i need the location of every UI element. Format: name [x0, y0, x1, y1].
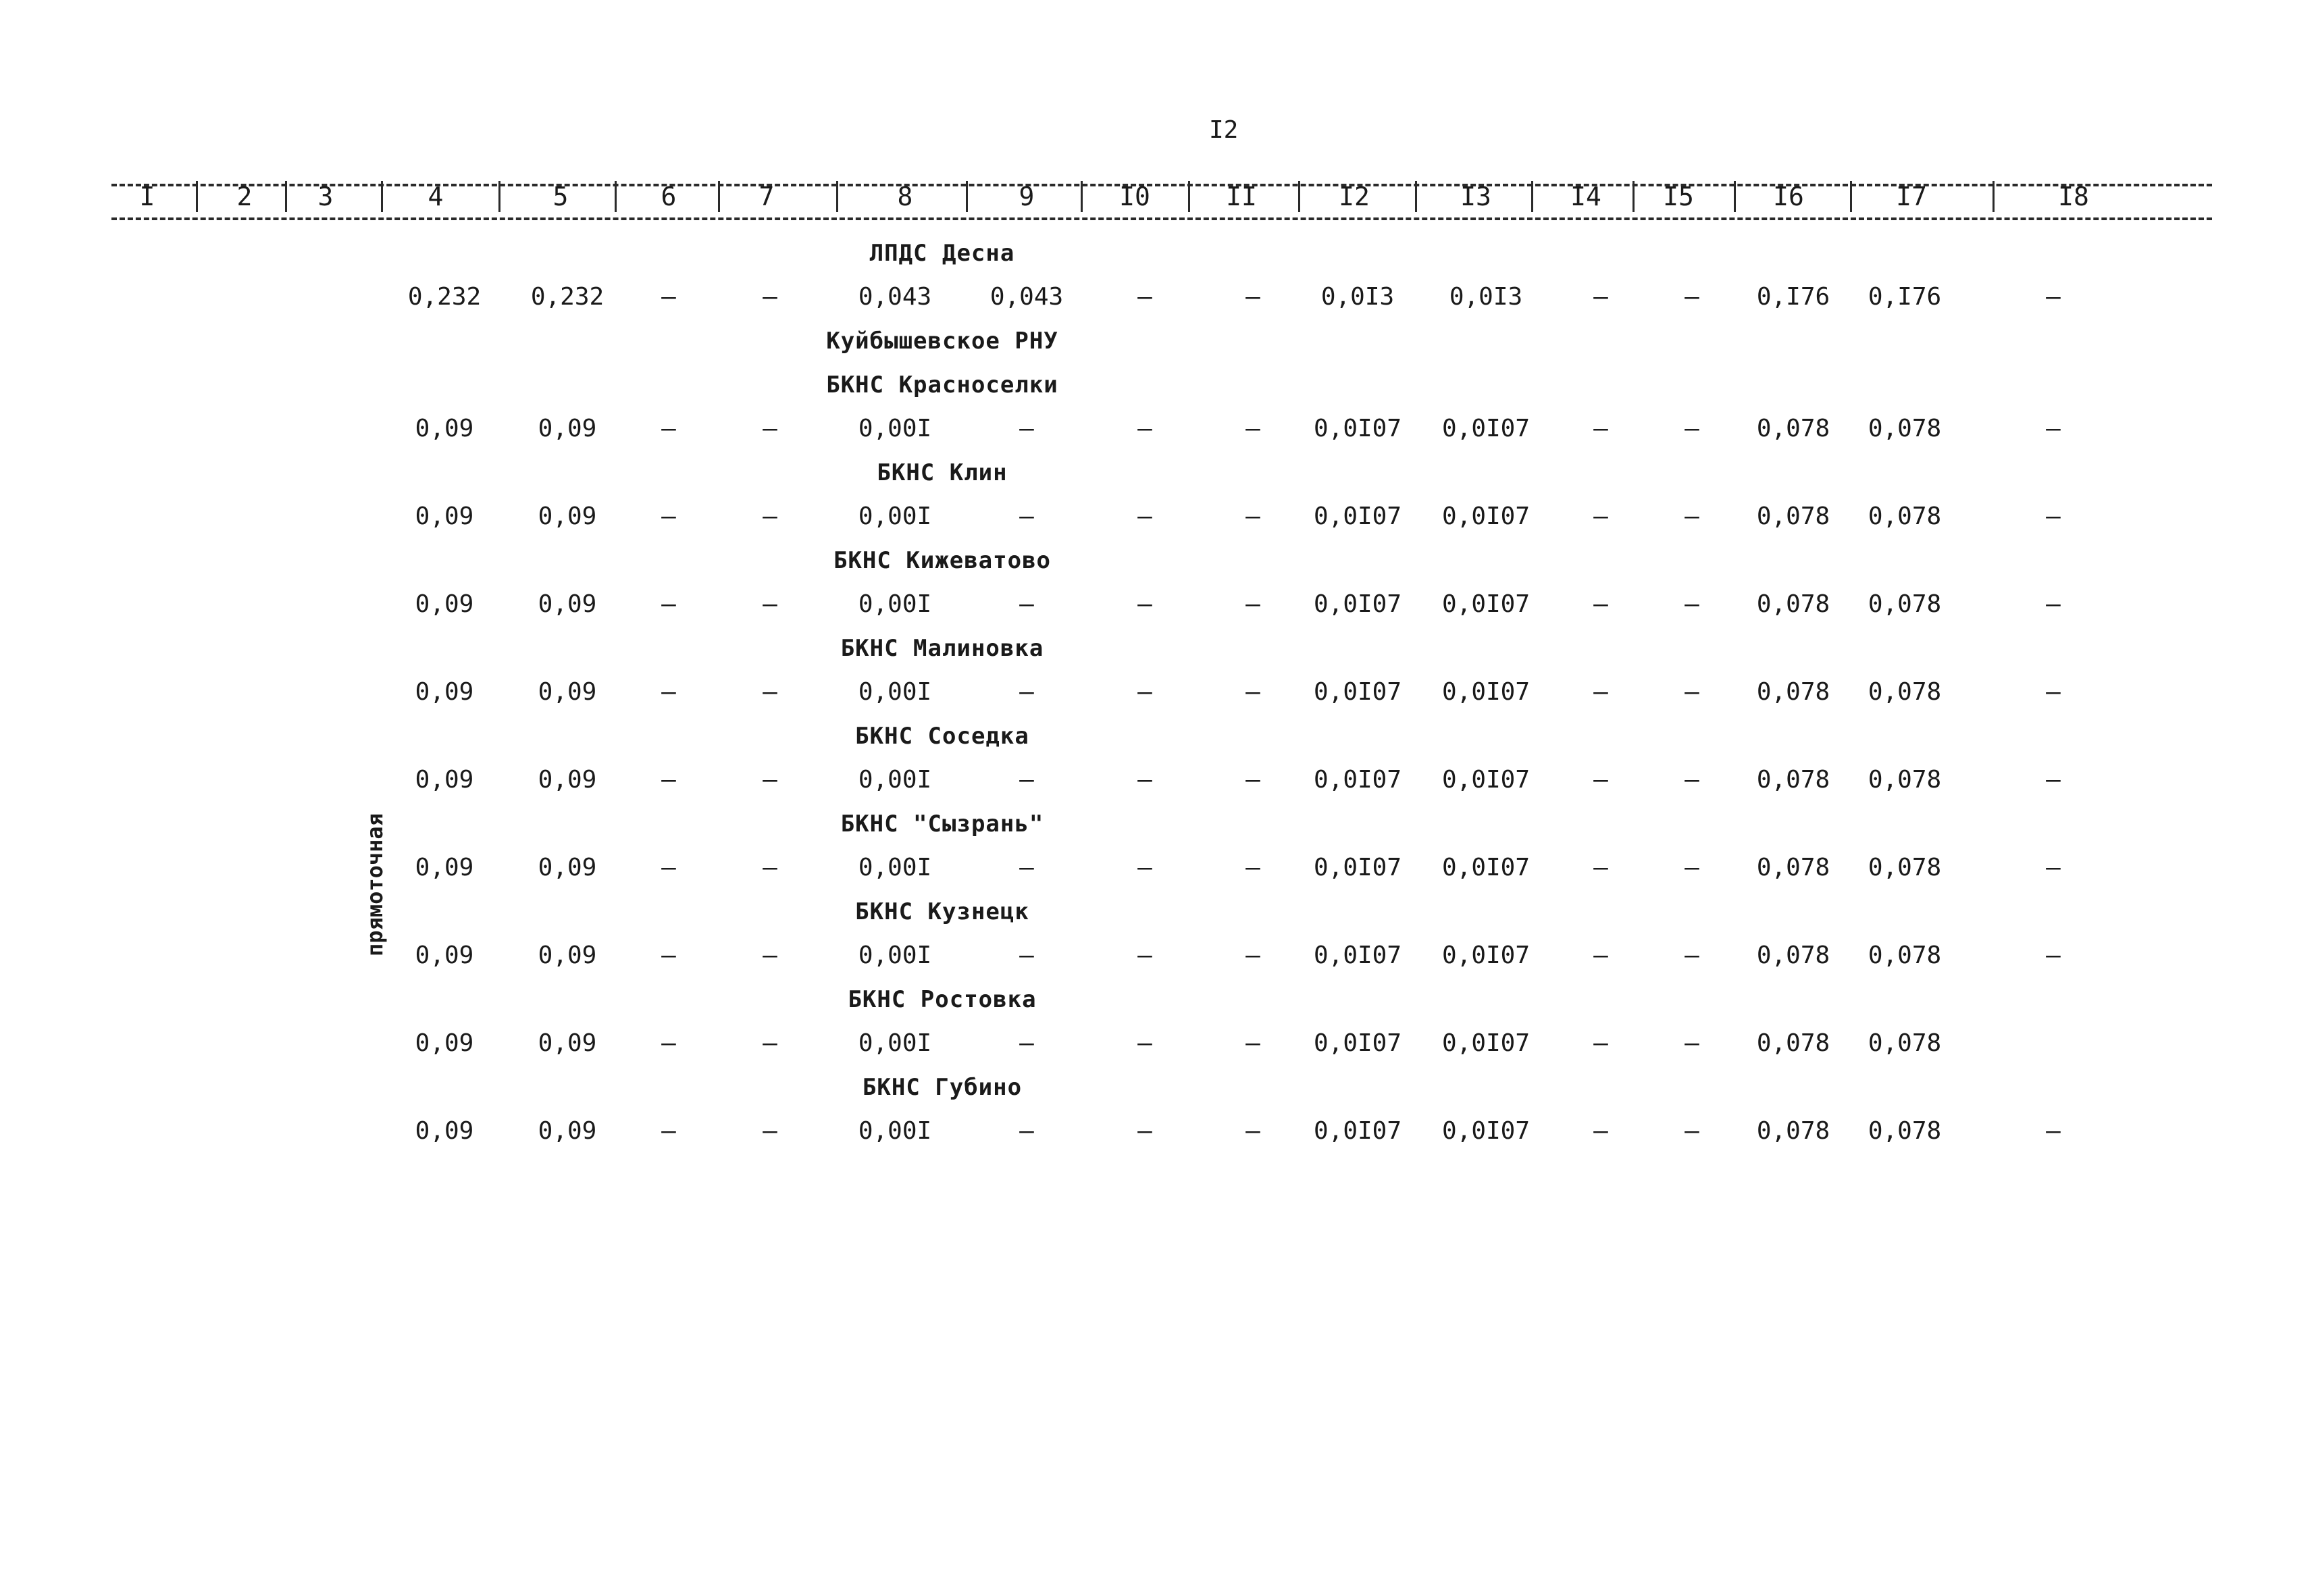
column-header: I6	[1773, 182, 1804, 211]
column-separator	[1188, 181, 1190, 212]
table-cell: –	[763, 766, 777, 794]
table-cell: –	[1593, 942, 1608, 969]
table-cell: –	[1245, 415, 1260, 442]
table-cell: 0,09	[538, 942, 597, 969]
table-cell: –	[1685, 415, 1699, 442]
table-cell: –	[1685, 942, 1699, 969]
table-cell: 0,09	[415, 766, 474, 794]
table-cell: –	[763, 283, 777, 311]
table-cell: 0,09	[415, 415, 474, 442]
table-cell: –	[661, 415, 676, 442]
table-cell: –	[2046, 678, 2061, 706]
table-cell: –	[763, 1029, 777, 1057]
table-cell: –	[1245, 942, 1260, 969]
table-cell: 0,0I07	[1313, 415, 1402, 442]
table-cell: 0,09	[538, 590, 597, 618]
column-separator	[1734, 181, 1736, 212]
table-cell: –	[1685, 590, 1699, 618]
column-header: I4	[1570, 182, 1601, 211]
table-cell: –	[1593, 1117, 1608, 1145]
table-cell: 0,078	[1868, 503, 1942, 530]
table-cell: 0,09	[538, 678, 597, 706]
table-cell: 0,0I07	[1313, 1029, 1402, 1057]
table-cell: 0,0I07	[1313, 503, 1402, 530]
table-cell: 0,09	[538, 766, 597, 794]
table-cell: 0,09	[415, 854, 474, 881]
section-caption: БКНС Кижеватово	[833, 547, 1052, 574]
table-cell: 0,09	[538, 503, 597, 530]
column-header: 9	[1019, 182, 1035, 211]
table-cell: 0,0I07	[1441, 503, 1531, 530]
table-cell: –	[2046, 283, 2061, 311]
table-cell: –	[661, 283, 676, 311]
table-cell: –	[2046, 766, 2061, 794]
column-header: I3	[1460, 182, 1491, 211]
column-header: II	[1226, 182, 1257, 211]
column-header: I2	[1339, 182, 1370, 211]
table-cell: 0,078	[1756, 415, 1830, 442]
table-cell: –	[1685, 1117, 1699, 1145]
table-cell: 0,232	[530, 283, 605, 311]
section-caption: БКНС "Сызрань"	[840, 810, 1044, 838]
table-cell: 0,00I	[858, 415, 932, 442]
section-caption: БКНС Красноселки	[826, 371, 1058, 398]
table-cell: 0,0I07	[1313, 766, 1402, 794]
table-cell: 0,00I	[858, 1029, 932, 1057]
table-cell: –	[2046, 942, 2061, 969]
table-cell: 0,09	[538, 415, 597, 442]
table-cell: 0,078	[1756, 678, 1830, 706]
table-cell: –	[2046, 590, 2061, 618]
table-cell: –	[1137, 590, 1152, 618]
table-cell: 0,078	[1756, 1117, 1830, 1145]
table-cell: –	[763, 503, 777, 530]
table-cell: 0,0I07	[1441, 766, 1531, 794]
column-separator	[196, 181, 198, 212]
section-caption: БКНС Соседка	[855, 723, 1029, 750]
table-cell: –	[763, 1117, 777, 1145]
table-cell: –	[1137, 942, 1152, 969]
table-cell: –	[1593, 415, 1608, 442]
table-cell: –	[1019, 590, 1034, 618]
table-cell: 0,078	[1756, 503, 1830, 530]
table-cell: 0,09	[538, 1029, 597, 1057]
column-header: I5	[1663, 182, 1694, 211]
table-cell: 0,0I07	[1441, 415, 1531, 442]
column-separator	[836, 181, 838, 212]
column-header: 5	[552, 182, 569, 211]
table-cell: –	[2046, 415, 2061, 442]
column-separator	[1415, 181, 1417, 212]
table-cell: 0,078	[1868, 415, 1942, 442]
column-separator	[1632, 181, 1635, 212]
table-cell: –	[1593, 283, 1608, 311]
column-separator	[718, 181, 720, 212]
table-cell: –	[1685, 766, 1699, 794]
table-cell: –	[1593, 503, 1608, 530]
table-cell: –	[661, 854, 676, 881]
page-number: I2	[1209, 116, 1239, 144]
table-cell: 0,09	[415, 942, 474, 969]
table-cell: –	[1245, 1117, 1260, 1145]
table-cell: –	[1245, 854, 1260, 881]
table-cell: 0,0I07	[1441, 590, 1531, 618]
table-cell: –	[1593, 1029, 1608, 1057]
table-cell: 0,00I	[858, 854, 932, 881]
table-cell: 0,09	[415, 1029, 474, 1057]
table-cell: 0,09	[415, 1117, 474, 1145]
column-separator	[1850, 181, 1852, 212]
table-cell: –	[2046, 503, 2061, 530]
table-cell: –	[1137, 503, 1152, 530]
table-cell: 0,078	[1868, 1029, 1942, 1057]
column-separator	[1081, 181, 1083, 212]
table-cell: –	[763, 590, 777, 618]
table-cell: 0,0I07	[1441, 1117, 1531, 1145]
table-cell: –	[1019, 766, 1034, 794]
table-cell: 0,00I	[858, 503, 932, 530]
table-cell: –	[2046, 854, 2061, 881]
table-cell: –	[1019, 854, 1034, 881]
column-header: 4	[428, 182, 444, 211]
table-cell: –	[1685, 283, 1699, 311]
column-header: I8	[2058, 182, 2089, 211]
column-header: 8	[897, 182, 913, 211]
table-cell: –	[1245, 503, 1260, 530]
table-cell: 0,00I	[858, 590, 932, 618]
table-cell: 0,09	[538, 854, 597, 881]
table-cell: 0,09	[415, 503, 474, 530]
table-cell: 0,0I07	[1313, 1117, 1402, 1145]
table-cell: 0,00I	[858, 1117, 932, 1145]
table-cell: 0,00I	[858, 766, 932, 794]
table-cell: –	[1019, 503, 1034, 530]
table-cell: –	[661, 942, 676, 969]
table-cell: –	[2046, 1117, 2061, 1145]
column-header: 6	[661, 182, 677, 211]
column-header: 3	[317, 182, 334, 211]
column-header: 7	[759, 182, 775, 211]
table-cell: 0,I76	[1756, 283, 1830, 311]
table-cell: –	[1593, 766, 1608, 794]
table-cell: –	[1245, 1029, 1260, 1057]
table-cell: 0,078	[1868, 1117, 1942, 1145]
table-cell: 0,078	[1756, 942, 1830, 969]
table-cell: –	[661, 766, 676, 794]
section-caption: Куйбышевское РНУ	[826, 328, 1058, 355]
table-cell: –	[763, 415, 777, 442]
table-cell: –	[1019, 415, 1034, 442]
table-cell: 0,I76	[1868, 283, 1942, 311]
header-bottom-rule	[111, 217, 2212, 220]
table-cell: –	[1137, 415, 1152, 442]
table-cell: –	[1137, 766, 1152, 794]
table-cell: –	[1019, 678, 1034, 706]
table-cell: –	[1245, 590, 1260, 618]
table-cell: 0,078	[1756, 854, 1830, 881]
table-cell: –	[1685, 1029, 1699, 1057]
column-header: 2	[236, 182, 253, 211]
table-cell: –	[1137, 854, 1152, 881]
table-cell: –	[1137, 283, 1152, 311]
table-cell: –	[763, 678, 777, 706]
table-cell: 0,078	[1868, 678, 1942, 706]
column-header: I0	[1119, 182, 1150, 211]
table-cell: –	[661, 503, 676, 530]
table-cell: 0,00I	[858, 678, 932, 706]
table-cell: –	[1137, 1029, 1152, 1057]
table-cell: –	[661, 590, 676, 618]
table-cell: –	[1019, 1029, 1034, 1057]
table-cell: 0,0I07	[1313, 854, 1402, 881]
table-cell: 0,0I07	[1441, 678, 1531, 706]
table-cell: 0,0I3	[1449, 283, 1523, 311]
table-cell: 0,09	[415, 678, 474, 706]
table-cell: 0,0I07	[1441, 1029, 1531, 1057]
table-cell: 0,09	[415, 590, 474, 618]
table-cell: –	[1593, 590, 1608, 618]
section-caption: ЛПДС Десна	[869, 240, 1015, 267]
side-label: прямоточная	[362, 813, 388, 956]
table-cell: –	[1685, 678, 1699, 706]
table-cell: –	[1245, 678, 1260, 706]
table-cell: –	[1019, 942, 1034, 969]
table-cell: –	[661, 1117, 676, 1145]
table-cell: –	[1137, 678, 1152, 706]
table-cell: –	[1245, 766, 1260, 794]
section-caption: БКНС Губино	[862, 1074, 1023, 1101]
table-cell: 0,0I07	[1441, 854, 1531, 881]
table-cell: –	[1593, 678, 1608, 706]
table-cell: 0,09	[538, 1117, 597, 1145]
table-cell: 0,043	[989, 283, 1064, 311]
table-cell: 0,078	[1868, 942, 1942, 969]
table-cell: 0,078	[1868, 766, 1942, 794]
section-caption: БКНС Кузнецк	[855, 898, 1029, 925]
section-caption: БКНС Клин	[877, 459, 1008, 486]
table-cell: 0,0I07	[1313, 678, 1402, 706]
table-cell: 0,00I	[858, 942, 932, 969]
table-cell: 0,078	[1868, 590, 1942, 618]
column-separator	[381, 181, 383, 212]
column-separator	[285, 181, 287, 212]
table-cell: –	[1593, 854, 1608, 881]
table-cell: –	[661, 678, 676, 706]
table-cell: 0,078	[1756, 1029, 1830, 1057]
table-cell: –	[763, 942, 777, 969]
column-separator	[1531, 181, 1533, 212]
column-separator	[615, 181, 617, 212]
column-separator	[966, 181, 968, 212]
table-cell: 0,0I07	[1313, 590, 1402, 618]
column-separator	[1992, 181, 1995, 212]
table-cell: 0,078	[1868, 854, 1942, 881]
table-cell: 0,232	[407, 283, 482, 311]
table-cell: –	[1245, 283, 1260, 311]
table-cell: 0,0I07	[1313, 942, 1402, 969]
table-cell: –	[1137, 1117, 1152, 1145]
table-cell: –	[1685, 854, 1699, 881]
section-caption: БКНС Малиновка	[840, 635, 1044, 662]
table-cell: 0,043	[858, 283, 932, 311]
table-cell: –	[763, 854, 777, 881]
section-caption: БКНС Ростовка	[848, 986, 1037, 1013]
column-header: I7	[1896, 182, 1927, 211]
table-cell: –	[1019, 1117, 1034, 1145]
table-cell: –	[1685, 503, 1699, 530]
column-separator	[1298, 181, 1300, 212]
column-header: I	[139, 182, 155, 211]
table-cell: 0,0I3	[1320, 283, 1395, 311]
table-cell: 0,078	[1756, 766, 1830, 794]
table-cell: 0,0I07	[1441, 942, 1531, 969]
table-cell: –	[661, 1029, 676, 1057]
column-separator	[498, 181, 500, 212]
table-cell: 0,078	[1756, 590, 1830, 618]
